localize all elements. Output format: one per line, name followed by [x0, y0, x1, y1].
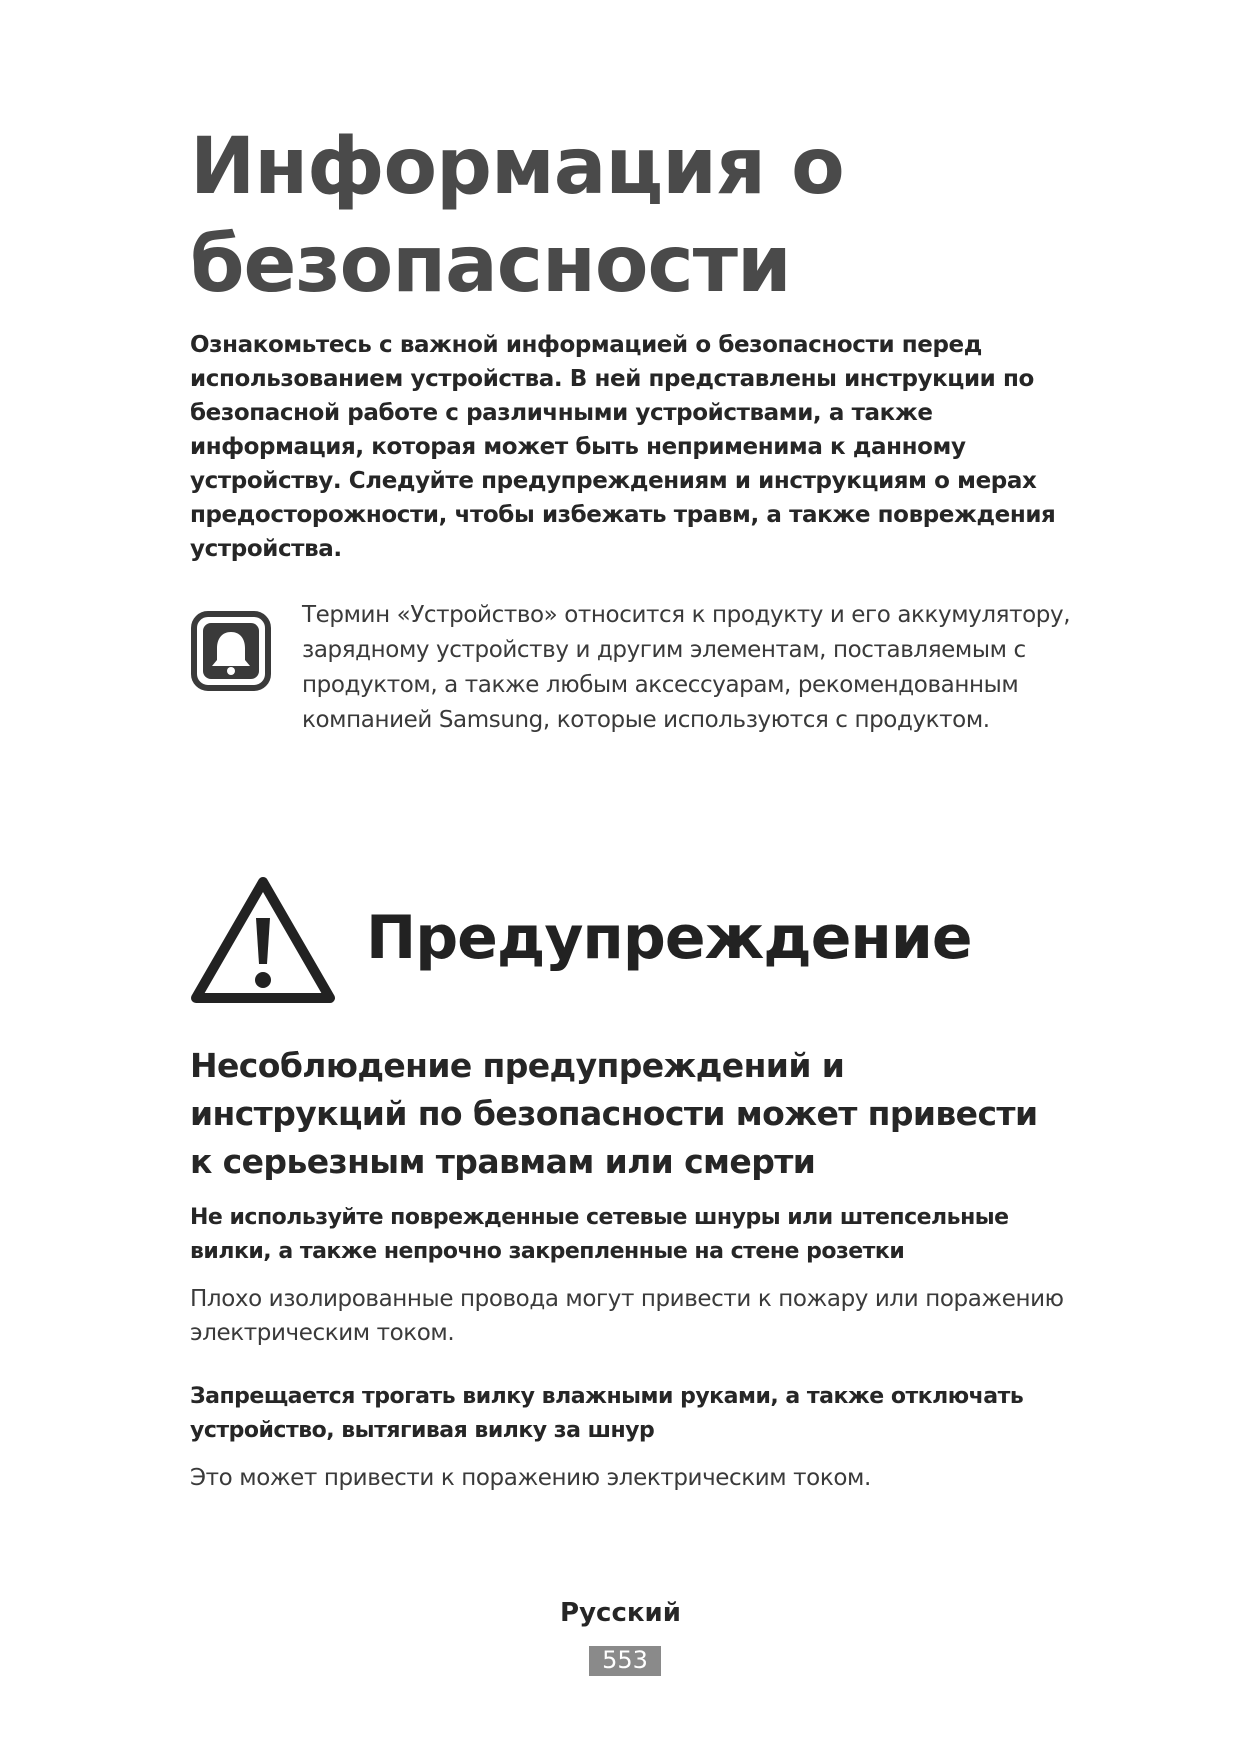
bell-icon	[190, 610, 272, 692]
item-text: Плохо изолированные провода могут привести к пожару или поражению электрическим током.	[190, 1286, 1064, 1346]
note-block	[190, 598, 1090, 778]
warning-title: Предупреждение	[366, 903, 972, 973]
intro-paragraph: Ознакомьтесь с важной информацией о безопасности перед использованием устройства. В ней представлены инструкции по безопасной работе с различными устройствами, а также информация, которая может быть неприменима к данному устройству. Следуйте предупреждениям и инструкциям о мерах предосторожности, чтобы избежать травм, а также повреждения устройства.	[190, 332, 1056, 562]
item-text: Это может привести к поражению электрическим током.	[190, 1465, 871, 1491]
item-heading: Не используйте поврежденные сетевые шнуры или штепсельные вилки, а также непрочно закрепленные на стене розетки	[190, 1205, 1009, 1264]
warning-section-heading: Несоблюдение предупреждений и инструкций по безопасности может привести к серьезным травмам или смерти	[190, 1046, 1038, 1181]
footer-language: Русский	[560, 1598, 681, 1628]
page-number: 553	[589, 1646, 661, 1676]
page-title: Информация о безопасности	[190, 122, 844, 310]
note-text: Термин «Устройство» относится к продукту и его аккумулятору, зарядному устройству и другим элементам, поставляемым с продуктом, а также любым аксессуарам, рекомендованным компанией Samsung, которые используются с продуктом.	[302, 602, 1071, 733]
item-heading: Запрещается трогать вилку влажными руками, а также отключать устройство, вытягивая вилку за шнур	[190, 1384, 1024, 1443]
warning-triangle-icon	[188, 872, 338, 1008]
